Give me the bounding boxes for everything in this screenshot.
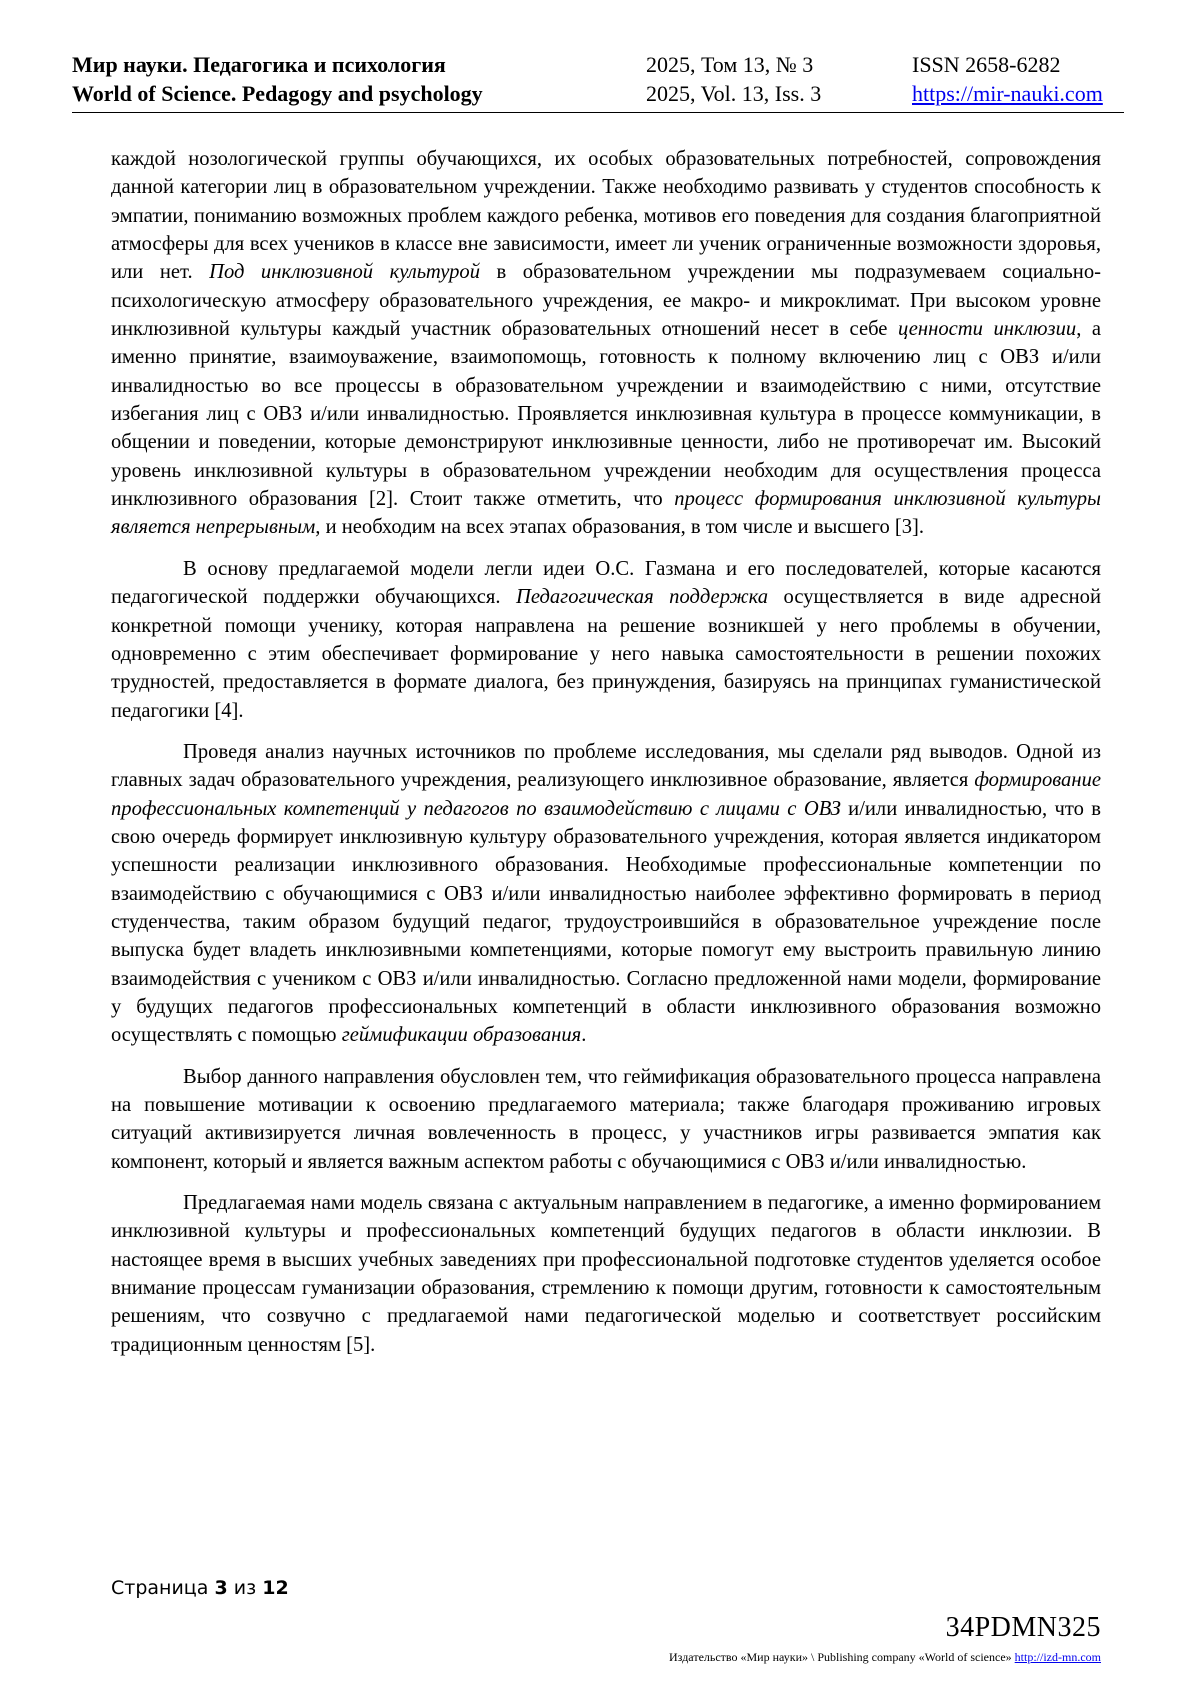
journal-title-en: World of Science. Pedagogy and psychology [72, 81, 483, 106]
journal-title-ru: Мир науки. Педагогика и психология [72, 52, 446, 77]
paragraph-pedagogical-support: В основу предлагаемой модели легли идеи О.С. Газмана и его последователей, которые касаются педагогической поддержки обучающихся. Педагогическая поддержка осуществляется в виде адресной конкретной помощи ученику, которая направлена на решение возникшей у него проблемы в обучении, одновременно с этим обеспечивает формирование у него навыка самостоятельности в решении похожих трудностей, предоставляется в формате диалога, без принуждения, базируясь на принципах гуманистической педагогики [4]. [111, 557, 1101, 722]
publisher-line: Издательство «Мир науки» \ Publishing company «World of science» http://izd-mn.com [669, 1650, 1101, 1664]
paragraph-gamification-choice: Выбор данного направления обусловлен тем, что геймификация образовательного процесса направлена на повышение мотивации к освоению предлагаемого материала; также благодаря проживанию игровых ситуаций активизируется личная вовлеченность в процесс, у участников игры развивается эмпатия как компонент, который и является важным аспектом работы с обучающимися с ОВЗ и/или инвалидностью. [111, 1065, 1101, 1173]
issue-info-en: 2025, Vol. 13, Iss. 3 [646, 81, 822, 106]
article-body [111, 145, 1101, 1372]
paragraph-analysis-conclusions: Проведя анализ научных источников по проблеме исследования, мы сделали ряд выводов. Одной из главных задач образовательного учреждения, реализующего инклюзивное образование, является формирование профессиональных компетенций у педагогов по взаимодействию с лицами с ОВЗ и/или инвалидностью, что в свою очередь формирует инклюзивную культуру образовательного учреждения, которая является индикатором успешности реализации инклюзивного образования. Необходимые профессиональные компетенции по взаимодействию с обучающимися с ОВЗ и/или инвалидностью наиболее эффективно формировать в период студенчества, таким образом будущий педагог, трудоустроившийся в образовательное учреждение после выпуска будет владеть инклюзивными компетенциями, которые помогут ему выстроить правильную линию взаимодействия с учеником с ОВЗ и/или инвалидностью. Согласно предложенной нами модели, формирование у будущих педагогов профессиональных компетенций в области инклюзивного образования возможно осуществлять с помощью геймификации образования. [111, 740, 1102, 1047]
journal-website-link[interactable]: https://mir-nauki.com [912, 81, 1103, 106]
journal-title-block [72, 50, 483, 108]
publisher-website-link[interactable]: http://izd-mn.com [1014, 1650, 1101, 1664]
article-code: 34PDMN325 [945, 1612, 1101, 1643]
page-number: Страница 3 из 12 [111, 1577, 289, 1599]
issue-info-block [646, 50, 821, 108]
paragraph-model-relevance: Предлагаемая нами модель связана с актуальным направлением в педагогике, а именно формированием инклюзивной культуры и профессиональных компетенций будущих педагогов в области инклюзии. В настоящее время в высших учебных заведениях при профессиональной подготовке студентов уделяется особое внимание процессам гуманизации образования, стремлению к помощи другим, готовности к самостоятельным решениям, что созвучно с предлагаемой нами педагогической моделью и соответствует российским традиционным ценностям [5]. [111, 1192, 1101, 1356]
issn-block [912, 50, 1103, 108]
issn-number: ISSN 2658-6282 [912, 52, 1061, 77]
issue-info-ru: 2025, Том 13, № 3 [646, 52, 814, 77]
paragraph-inclusive-culture: каждой нозологической группы обучающихся, их особых образовательных потребностей, сопровождения данной категории лиц в образовательном учреждении. Также необходимо развивать у студентов способность к эмпатии, пониманию возможных проблем каждого ребенка, мотивов его поведения для создания благоприятной атмосферы для всех учеников в классе вне зависимости, имеет ли ученик ограниченные возможности здоровья, или нет. Под инклюзивной культурой в образовательном учреждении мы подразумеваем социально-психологическую атмосферу образовательного учреждения, ее макро- и микроклимат. При высоком уровне инклюзивной культуры каждый участник образовательных отношений несет в себе ценности инклюзии, а именно принятие, взаимоуважение, взаимопомощь, готовность к полному включению лиц с ОВЗ и/или инвалидностью во все процессы в образовательном учреждении и взаимодействию с ними, отсутствие избегания лиц с ОВЗ и/или инвалидностью. Проявляется инклюзивная культура в процессе коммуникации, в общении и поведении, которые демонстрируют инклюзивные ценности, либо не противоречат им. Высокий уровень инклюзивной культуры в образовательном учреждении необходим для осуществления процесса инклюзивного образования [2]. Стоит также отметить, что процесс формирования инклюзивной культуры является непрерывным, и необходим на всех этапах образования, в том числе и высшего [3]. [111, 148, 1102, 539]
page-header [72, 50, 1124, 113]
